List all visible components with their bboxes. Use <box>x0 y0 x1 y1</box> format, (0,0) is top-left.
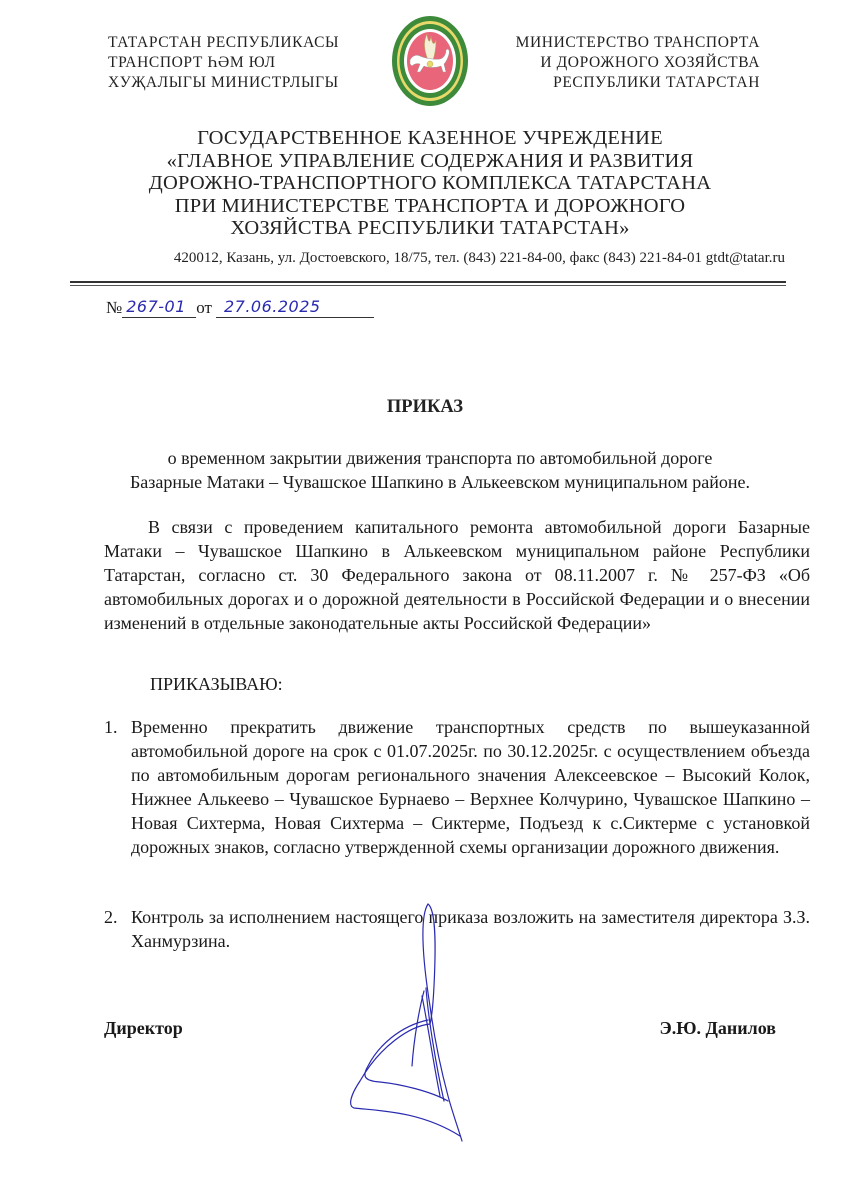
organization-line-4: ПРИ МИНИСТЕРСТВЕ ТРАНСПОРТА И ДОРОЖНОГО <box>174 194 686 217</box>
organization-address: 420012, Казань, ул. Достоевского, 18/75, тел. (843) 221-84-00, факс (843) 221-84-01 gtdt@tatar.ru <box>173 250 785 266</box>
registration-line <box>106 297 374 318</box>
letterhead-russian-line-3: РЕСПУБЛИКИ ТАТАРСТАН <box>553 74 760 91</box>
order-item-2 <box>104 905 810 953</box>
organization-line-1: ГОСУДАРСТВЕННОЕ КАЗЕННОЕ УЧРЕЖДЕНИЕ <box>197 127 663 149</box>
order-item-1 <box>104 715 810 859</box>
organization-line-2: «ГЛАВНОЕ УПРАВЛЕНИЕ СОДЕРЖАНИЯ И РАЗВИТИЯ <box>166 149 694 172</box>
order-item-number: 1. <box>104 717 118 737</box>
order-label: ПРИКАЗЫВАЮ: <box>150 674 283 694</box>
letterhead-tatar-line-1: ТАТАРСТАН РЕСПУБЛИКАСЫ <box>108 34 340 51</box>
signatory-position: Директор <box>104 1018 183 1038</box>
subject-line-1: о временном закрытии движения транспорта по автомобильной дороге <box>167 448 713 468</box>
registration-date: 27.06.2025 <box>223 297 321 316</box>
order-item-number: 2. <box>104 907 118 927</box>
letterhead-russian-line-2: И ДОРОЖНОГО ХОЗЯЙСТВА <box>540 54 760 71</box>
document-title: ПРИКАЗ <box>386 397 464 417</box>
order-item-text: Временно прекратить движение транспортных средств по вышеуказанной автомобильной дороге на срок с 01.07.2025г. по 30.12.2025г. с осуществлением объезда по автомобильным дорогам регионального значения Алексеевское – Высокий Колок, Нижнее Алькеево – Чувашское Бурнаево – Верхнее Колчурино, Чувашское Шапкино – Новая Сихтерма, Новая Сихтерма – Сиктерме, Подъезд к с.Сиктерме с установкой дорожных знаков, согласно утвержденной схемы организации дорожного движения. <box>131 717 810 857</box>
document-subject <box>60 446 820 494</box>
letterhead-tatar-line-2: ТРАНСПОРТ ҺӘМ ЮЛ <box>108 54 276 71</box>
registration-number: 267-01 <box>126 297 186 316</box>
order-item-text: Контроль за исполнением настоящего приказа возложить на заместителя директора З.З. Ханмурзина. <box>131 907 810 951</box>
organization-line-3: ДОРОЖНО-ТРАНСПОРТНОГО КОМПЛЕКСА ТАТАРСТАНА <box>148 172 712 194</box>
number-label: № <box>106 298 123 317</box>
letterhead-tatar <box>108 33 339 93</box>
preamble-paragraph: В связи с проведением капитального ремонта автомобильной дороги Базарные Матаки – Чувашское Шапкино в Алькеевском муниципальном районе Республики Татарстан, согласно ст. 30 Федерального закона от 08.11.2007 г. № 257-ФЗ «Об автомобильных дорогах и о дорожной деятельности в Российской Федерации и о внесении изменений в отдельные законодательные акты Российской Федерации» <box>104 517 810 633</box>
letterhead-russian <box>516 33 760 93</box>
letterhead-divider <box>70 281 786 287</box>
signatory-name: Э.Ю. Данилов <box>659 1018 776 1038</box>
date-label: от <box>196 298 212 317</box>
letterhead-russian-line-1: МИНИСТЕРСТВО ТРАНСПОРТА <box>515 34 760 51</box>
letterhead-tatar-line-3: ХУҖАЛЫГЫ МИНИСТРЛЫГЫ <box>108 74 339 91</box>
subject-line-2: Базарные Матаки – Чувашское Шапкино в Алькеевском муниципальном районе. <box>129 472 751 492</box>
organization-name <box>60 127 800 240</box>
organization-line-5: ХОЗЯЙСТВА РЕСПУБЛИКИ ТАТАРСТАН» <box>230 217 630 239</box>
tatarstan-coat-of-arms-icon <box>390 14 470 108</box>
